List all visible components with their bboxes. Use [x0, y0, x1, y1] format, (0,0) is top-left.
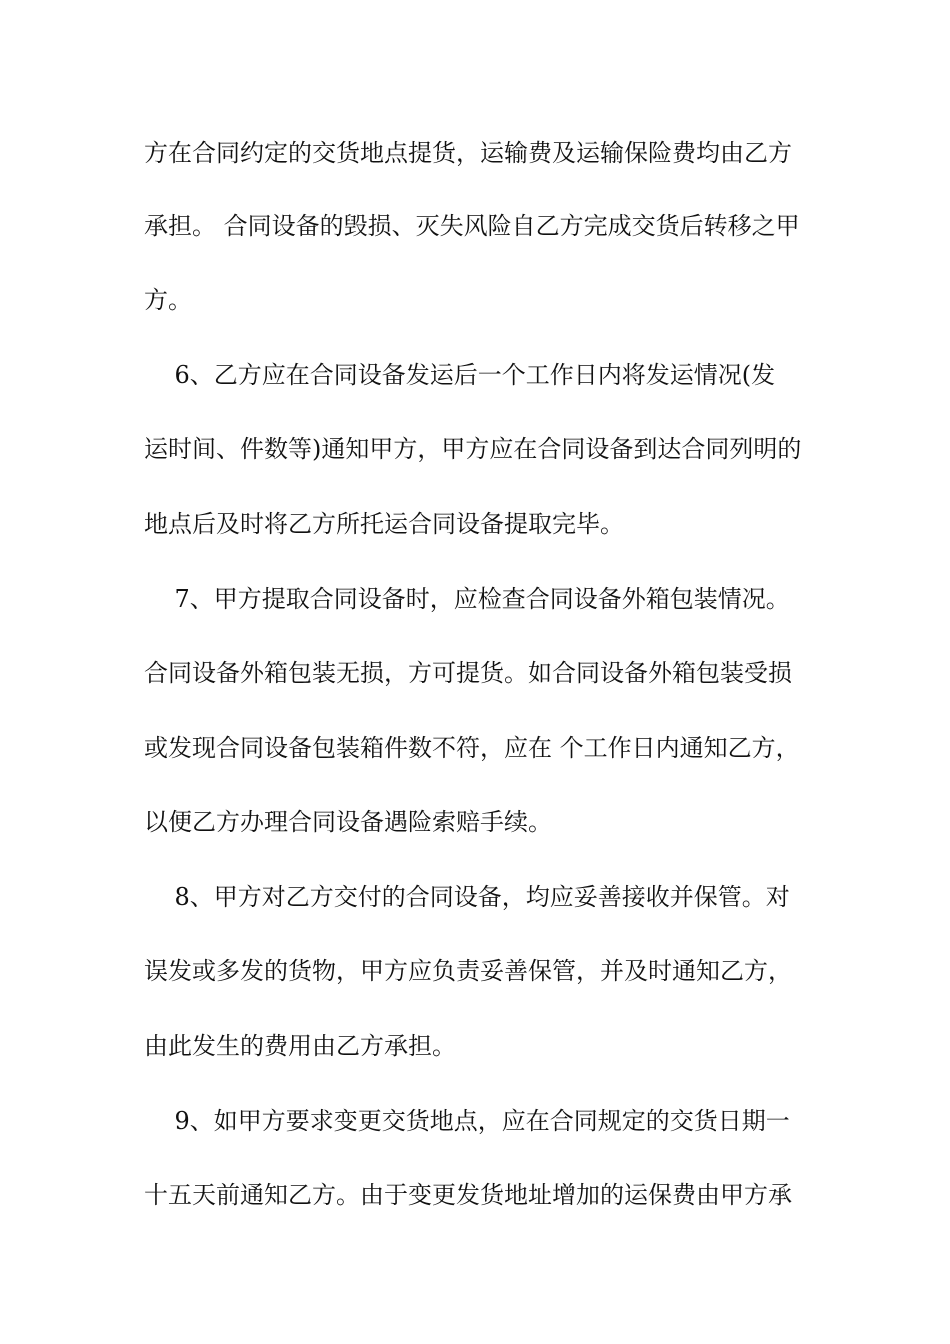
text-line: 地点后及时将乙方所托运合同设备提取完毕。	[144, 510, 624, 538]
text-line: 误发或多发的货物，甲方应负责妥善保管，并及时通知乙方，	[144, 957, 792, 985]
text-line: 或发现合同设备包装箱件数不符，应在 个工作日内通知乙方，	[144, 734, 800, 762]
text-line: 9、如甲方要求变更交货地点，应在合同规定的交货日期一	[144, 1107, 790, 1135]
text-line: 承担。 合同设备的毁损、灭失风险自乙方完成交货后转移之甲	[144, 212, 800, 240]
text-line: 由此发生的费用由乙方承担。	[144, 1032, 456, 1060]
text-line: 合同设备外箱包装无损，方可提货。如合同设备外箱包装受损	[144, 659, 792, 687]
text-line: 8、甲方对乙方交付的合同设备，均应妥善接收并保管。对	[144, 883, 790, 911]
text-line: 方在合同约定的交货地点提货，运输费及运输保险费均由乙方	[144, 139, 792, 167]
text-line: 6、乙方应在合同设备发运后一个工作日内将发运情况(发	[144, 361, 776, 389]
text-line: 方。	[144, 286, 192, 314]
text-line: 7、甲方提取合同设备时，应检查合同设备外箱包装情况。	[144, 585, 790, 613]
text-line: 十五天前通知乙方。由于变更发货地址增加的运保费由甲方承	[144, 1181, 792, 1209]
text-line: 运时间、件数等)通知甲方，甲方应在合同设备到达合同列明的	[144, 435, 802, 463]
text-line: 以便乙方办理合同设备遇险索赔手续。	[144, 808, 552, 836]
